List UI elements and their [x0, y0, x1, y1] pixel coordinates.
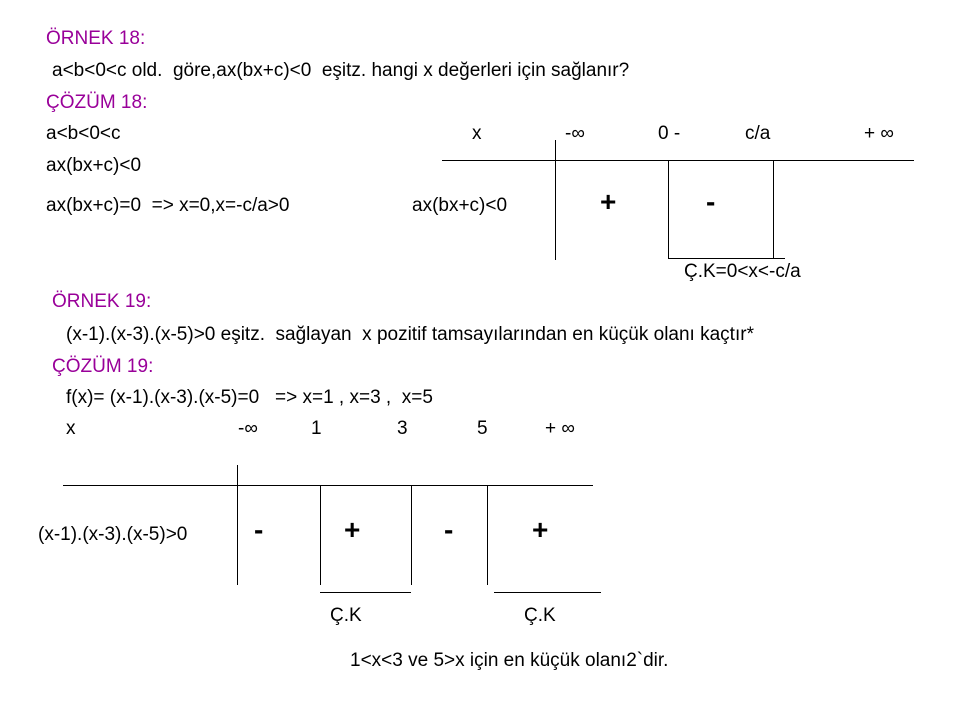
solution-18-line-3: ax(bx+c)=0 => x=0,x=-c/a>0	[46, 195, 290, 216]
sign-table-18-point: 0 -	[658, 123, 681, 144]
sign-table-19-solution-bracket	[320, 592, 411, 593]
solution-18-line-1: a<b<0<c	[46, 123, 121, 144]
sign-table-19-divider	[411, 485, 412, 585]
sign-table-19-solution-bracket	[494, 592, 601, 593]
sign-table-19-point: + ∞	[545, 418, 575, 439]
sign-table-19-divider	[237, 465, 238, 585]
sign-table-19-row-label: (x-1).(x-3).(x-5)>0	[38, 524, 188, 545]
sign-table-19-sign: +	[344, 514, 361, 545]
sign-table-18-point: + ∞	[864, 123, 894, 144]
sign-table-18-sign: -	[706, 186, 716, 217]
solution-19-conclusion: 1<x<3 ve 5>x için en küçük olanı2`dir.	[350, 650, 669, 671]
example-19-question: (x-1).(x-3).(x-5)>0 eşitz. sağlayan x pozitif tamsayılarından en küçük olanı kaçtır*	[66, 324, 754, 345]
sign-table-18-point: c/a	[745, 123, 771, 144]
example-18-title: ÖRNEK 18:	[46, 28, 146, 49]
sign-table-18-divider	[668, 160, 669, 258]
solution-19-title: ÇÖZÜM 19:	[52, 356, 154, 377]
sign-table-18-header-line	[442, 160, 914, 161]
sign-table-18-x-label: x	[472, 123, 482, 144]
sign-table-18-divider	[773, 160, 774, 258]
sign-table-19-point: -∞	[238, 418, 258, 439]
sign-table-19-sign: -	[254, 514, 264, 545]
sign-table-19-solution-label: Ç.K	[330, 605, 362, 626]
sign-table-19-header-line	[63, 485, 593, 486]
sign-table-19-divider	[320, 485, 321, 585]
sign-table-18-row-label: ax(bx+c)<0	[412, 195, 508, 216]
sign-table-19-divider	[487, 485, 488, 585]
sign-table-18-solution-bracket	[668, 258, 785, 259]
solution-18-title: ÇÖZÜM 18:	[46, 92, 148, 113]
sign-table-19-sign: +	[532, 514, 549, 545]
sign-table-18-divider	[555, 140, 556, 260]
sign-table-19-sign: -	[444, 514, 454, 545]
sign-table-18-point: -∞	[565, 123, 585, 144]
sign-table-19-x-label: x	[66, 418, 76, 439]
solution-18-result: Ç.K=0<x<-c/a	[684, 261, 801, 282]
solution-18-line-2: ax(bx+c)<0	[46, 155, 142, 176]
solution-19-line-1: f(x)= (x-1).(x-3).(x-5)=0 => x=1 , x=3 , x=5	[66, 387, 433, 408]
sign-table-19-point: 3	[397, 418, 408, 439]
example-19-title: ÖRNEK 19:	[52, 291, 152, 312]
sign-table-19-point: 1	[311, 418, 322, 439]
example-18-question: a<b<0<c old. göre,ax(bx+c)<0 eşitz. hangi x değerleri için sağlanır?	[52, 60, 630, 81]
sign-table-19-solution-label: Ç.K	[524, 605, 556, 626]
sign-table-19-point: 5	[477, 418, 488, 439]
sign-table-18-sign: +	[600, 186, 617, 217]
